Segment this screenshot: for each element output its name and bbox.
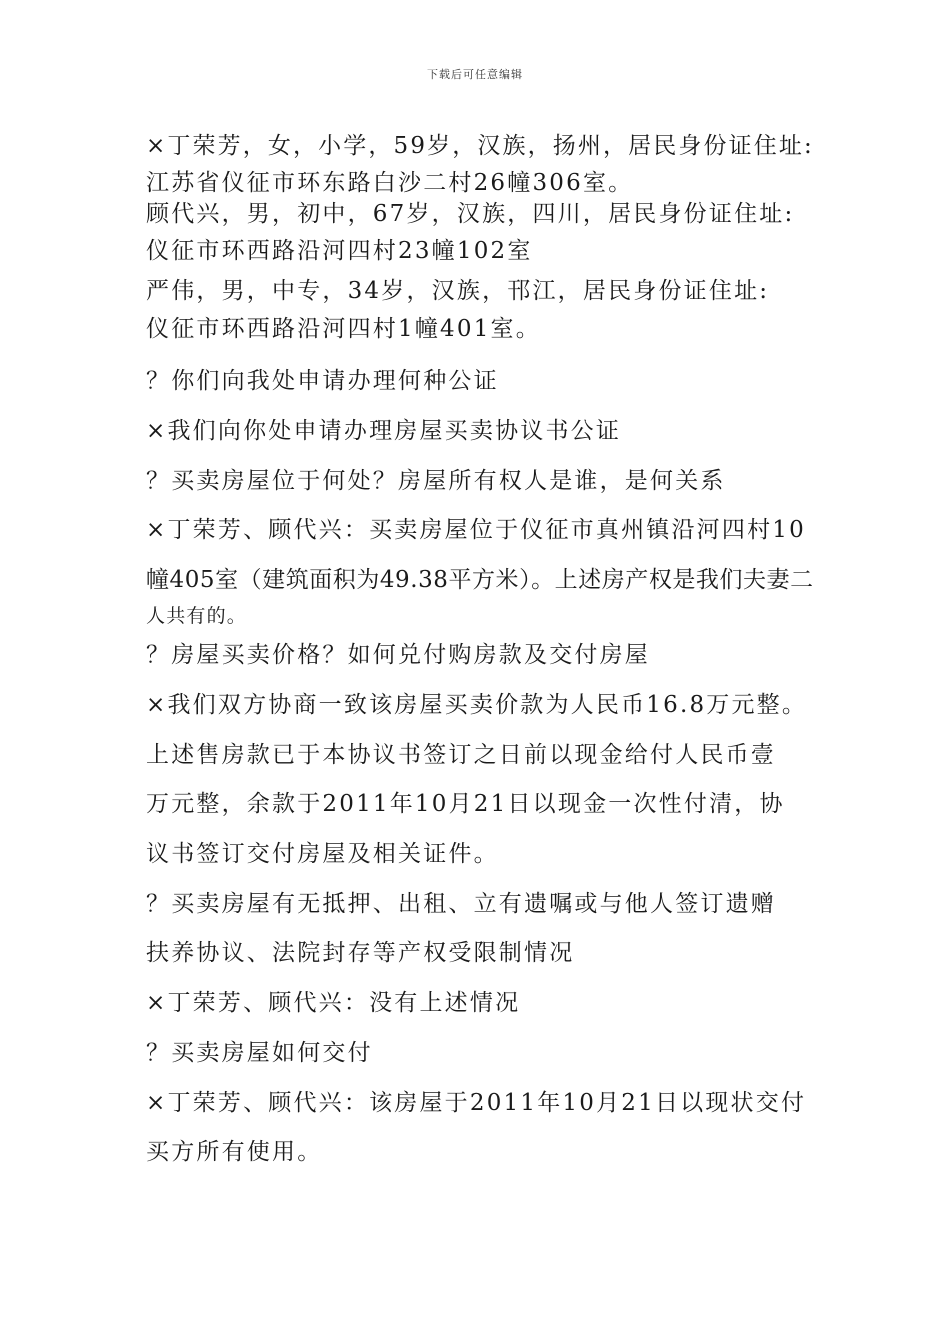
answer-line: 上述售房款已于本协议书签订之日前以现金给付人民币壹	[146, 742, 776, 768]
text-line: ×丁荣芳，女，小学，59岁，汉族，扬州，居民身份证住址:	[146, 133, 814, 159]
question-line: ？你们向我处申请办理何种公证	[146, 368, 499, 394]
text-line: 仪征市环西路沿河四村23幢102室	[146, 238, 533, 264]
answer-line: ×我们双方协商一致该房屋买卖价款为人民币16.8万元整。	[146, 692, 808, 718]
text-line: 顾代兴，男，初中，67岁，汉族，四川，居民身份证住址:	[146, 201, 795, 227]
text-line: 仪征市环西路沿河四村1幢401室。	[146, 316, 541, 342]
question-line: ？买卖房屋位于何处？房屋所有权人是谁，是何关系	[146, 468, 726, 494]
answer-line: ×丁荣芳、顾代兴：没有上述情况	[146, 990, 521, 1016]
text-line: 严伟，男，中专，34岁，汉族，邗江，居民身份证住址:	[146, 278, 770, 304]
question-line: ？买卖房屋有无抵押、出租、立有遗嘱或与他人签订遗赠	[146, 891, 776, 917]
answer-line: 幢405室（建筑面积为49.38平方米）。上述房产权是我们夫妻二	[146, 567, 814, 593]
question-line: 扶养协议、法院封存等产权受限制情况	[146, 940, 575, 966]
answer-line: ×我们向你处申请办理房屋买卖协议书公证	[146, 418, 622, 444]
answer-line: ×丁荣芳、顾代兴：该房屋于2011年10月21日以现状交付	[146, 1090, 807, 1116]
question-line: ？房屋买卖价格？如何兑付购房款及交付房屋	[146, 642, 650, 668]
answer-line: 人共有的。	[146, 605, 248, 627]
answer-line: 万元整，余款于2011年10月21日以现金一次性付清，协	[146, 791, 785, 817]
header-note: 下载后可任意编辑	[427, 68, 523, 81]
text-line: 江苏省仪征市环东路白沙二村26幢306室。	[146, 170, 634, 196]
answer-line: 议书签订交付房屋及相关证件。	[146, 841, 499, 867]
question-line: ？买卖房屋如何交付	[146, 1040, 373, 1066]
answer-line: 买方所有使用。	[146, 1139, 323, 1165]
answer-line: ×丁荣芳、顾代兴：买卖房屋位于仪征市真州镇沿河四村10	[146, 517, 806, 543]
